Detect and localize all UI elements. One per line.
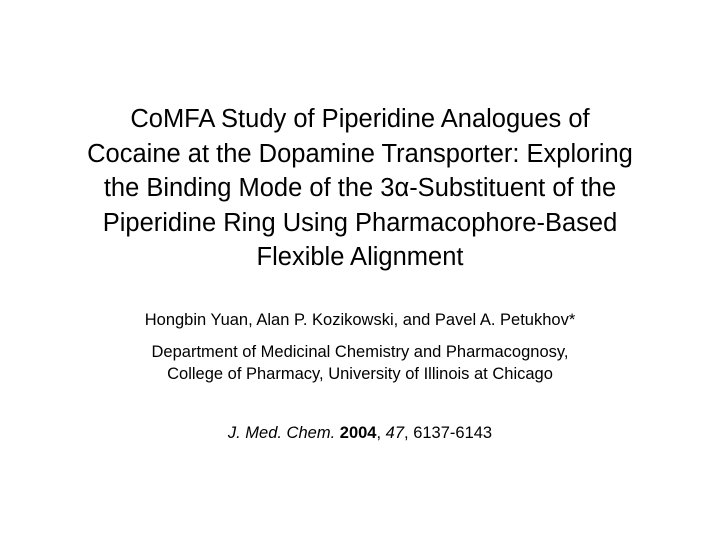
title-line: the Binding Mode of the 3α-Substituent of the bbox=[103, 174, 617, 202]
citation bbox=[40, 422, 680, 444]
affiliation bbox=[40, 341, 680, 385]
citation-volume: 47 bbox=[385, 424, 405, 442]
authors: Hongbin Yuan, Alan P. Kozikowski, and Pavel A. Petukhov* bbox=[144, 311, 576, 329]
affiliation-line: Department of Medicinal Chemistry and Pharmacognosy, bbox=[151, 343, 569, 361]
title-line: Flexible Alignment bbox=[256, 243, 464, 271]
citation-pages: 6137-6143 bbox=[413, 424, 493, 442]
affiliation-line: College of Pharmacy, University of Illinois at Chicago bbox=[167, 365, 553, 383]
citation-separator: , bbox=[376, 424, 386, 442]
citation-year: 2004 bbox=[339, 424, 377, 442]
slide-title bbox=[40, 102, 680, 275]
citation-separator: , bbox=[404, 424, 414, 442]
title-line: CoMFA Study of Piperidine Analogues of bbox=[130, 105, 590, 133]
title-line: Piperidine Ring Using Pharmacophore-Based bbox=[102, 208, 618, 237]
title-line: Cocaine at the Dopamine Transporter: Exploring bbox=[87, 139, 633, 168]
citation-journal: J. Med. Chem. bbox=[227, 424, 336, 442]
